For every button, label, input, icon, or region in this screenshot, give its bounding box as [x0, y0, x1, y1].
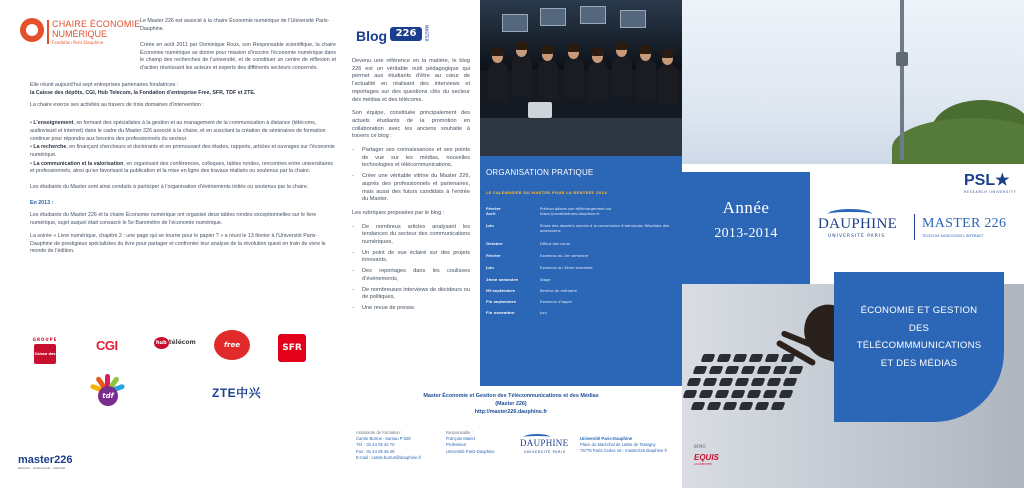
- sfr-logo: SFR: [278, 334, 306, 362]
- calendar-subtitle: LE CALENDRIER DU MASTER POUR LA RENTRÉE 2014: [486, 190, 608, 195]
- tower-photo: [682, 0, 1024, 170]
- list-item: - Un point de vue éclairé sur des projets innovants,: [352, 250, 470, 265]
- program-theme: ÉCONOMIE ET GESTION DES TÉLÉCOMMMUNICATIONS ET DES MÉDIAS: [856, 305, 982, 369]
- blog-goals: [352, 147, 470, 204]
- assistant-contact: Assistante de formation : Carole Burrus - bureau P 629 Tél. : 01 44 05 42 70 Fax : 01 44 05 45 49 E-mail : carole.burrus@dauphine.fr: [356, 430, 421, 460]
- list-item: - Créer une véritable vitrine du Master 226, auprès des professionnels et partenaires, mais aussi des futurs candidats à l’entrée du Master.: [352, 173, 470, 204]
- partners-block: Elle réunit aujourd’hui sept entreprises partenaires fondatrices : la Caisse des dépôts, CGI, Hub Telecom, la Fondation d’entreprise Free, SFR, TDF et ZTE. La chaire exerce ses activités au travers de trois domaines d’intervention : • L’enseignement, en formant des spécialistes à la gestion et au management de la communication à distance (télécoms, audiovisuel et internet) dans le cadre du Master 226 associé à la chaire, et en suscitant la création de séminaires de formation continue pour répondre aux besoins des professionnels du secteur. • La recherche, en finançant chercheurs et doctorants et en promouvant des études, rapports, articles et ouvrages sur l’économie numérique. • La communication et la valorisation, en organisant des conférences, colloques, tables rondes, rencontres entre universitaires et professionnels, ainsi qu’en favorisant la publication et la mise en ligne des travaux réalisés ou soutenus par la chaire. Les étudiants du Master sont ainsi conduits à participer à l’organisation d’événements initiés ou soutenus par la chaire. En 2013 : Les étudiants du Master 226 et la chaire Économie numérique ont organisé deux tables rondes exceptionnelles sur le livre numérique, sujet auquel était consacré le 5e Baromètre de l’économie numérique. La soirée « Livre numérique, chapitre 2 : une page qui se tourne pour le papier ? » a réuni le 13 février à l’Université Paris-Dauphine de prestigieux spécialistes du livre pour partager et confronter leur analyse de la révolution quest en train de vivre le monde de l’édition.: [30, 82, 335, 255]
- list-item: - Une revue de presse.: [352, 305, 470, 313]
- responsable-contact: Responsable : François Mariet Professeur Université Paris-Dauphine: [446, 430, 495, 454]
- psl-logo: PSL★ RESEARCH UNIVERSITY: [964, 172, 1017, 194]
- tdf-logo: tdf: [90, 374, 126, 410]
- organisation-title: ORGANISATION PRATIQUE: [486, 168, 594, 177]
- blog-rubriques: [352, 224, 470, 313]
- master-contact-header: Master Économie et Gestion des Télécommunications et des Médias (Master 226) http://master226.dauphine.fr: [340, 392, 682, 416]
- assistant-email-link[interactable]: E-mail : carole.burrus@dauphine.fr: [356, 454, 421, 460]
- bfmo-equis-logo: BFMO EQUIS ACCREDITED: [694, 444, 719, 466]
- chaire-logo: [20, 18, 141, 48]
- panel-cover: [682, 0, 1024, 488]
- master-url-link[interactable]: http://master226.dauphine.fr: [474, 409, 548, 415]
- chaire-logo-line3: Fondation Paris-Dauphine: [52, 40, 104, 45]
- list-item: - De nombreuses interviews de décideurs ou de politiques,: [352, 287, 470, 302]
- list-item: - Des reportages dans les coulisses d’événements,: [352, 268, 470, 283]
- university-address: Université Paris-Dauphine Place du Maréchal de Lattre de Tassigny 75775 Paris Cedex 16 - master226.dauphine.fr: [580, 436, 668, 454]
- intro-b-head: Créée en août 2011 par Dominique Roux, son Responsable scientifique, la chaire Économie numérique se donne pour mission d’inscrire l’économie numérique dans le champ des recherches de l’université, et de constituer un centre de réflexion et d’action réunissant les acteurs et experts des différents secteurs concernés.: [140, 42, 336, 72]
- organisation-block: ORGANISATION PRATIQUE LE CALENDRIER DU MASTER POUR LA RENTRÉE 2014 Février Avril Préinscriptions par téléchargement sur https://candidatures.dauphine.fr Juin Étude des dossiers soumis à la commission d’admission Résultats des admissions Octobre Début des cours Février Examens du 1er semestre Juin Examens du 2ème semestre 2ème semestre Stage Mi-septembre Remise du mémoire Fin septembre Examens d’appel Fin novembre Jury: [480, 156, 682, 386]
- free-logo: free: [214, 330, 250, 360]
- chaire-logo-line2: NUMÉRIQUE: [52, 29, 108, 39]
- chaire-logo-line1: CHAIRE ÉCONOMIE: [52, 19, 141, 29]
- students-photo: [480, 0, 682, 156]
- partner-logos: [0, 330, 342, 420]
- dauphine-master-logo: DAUPHINE UNIVERSITÉ PARIS MASTER 226 TÉLÉCOM AUDIOVISUEL INTERNET: [818, 210, 1018, 250]
- academic-year: Année 2013-2014: [714, 198, 778, 241]
- list-item: - De nombreux articles analysant les tendances du secteur des communications numériques,: [352, 224, 470, 247]
- dauphine-small-logo: DAUPHINE UNIVERSITÉ PARIS: [520, 436, 580, 458]
- cgi-logo: CGI: [96, 338, 118, 353]
- zte-logo: ZTE中兴: [212, 386, 262, 400]
- panel-chaire: [0, 0, 342, 488]
- caisse-depots-logo: GROUPE Caisse des Dépôts: [32, 337, 58, 376]
- hub-telecom-logo: hub télécom: [154, 337, 196, 349]
- blog226-logo: Blog 226 MASTER: [356, 25, 429, 44]
- chaire-logo-icon: [20, 18, 44, 42]
- master226-footer-logo: master226 télécom · audiovisuel · internet: [18, 454, 73, 470]
- intro-a: Le Master 226 est associé à la chaire Économie numérique de l’Université Paris-Dauphine.: [140, 18, 330, 32]
- list-item: - Partager ses connaissances et ses points de vue sur les médias, nouvelles technologies et télécommunications,: [352, 147, 470, 170]
- blog-text: Devenu une référence en la matière, le blog 226 est un véritable outil pédagogique qui permet aux étudiants d’être au cœur de l’actualité en réalisant des interviews et reportages sur des questions clés du secteur des médias et des télécoms. Son équipe, constituée principalement des actuels étudiants de la promotion en collaboration avec les anciens souhaite à travers ce blog : - Partager ses connaissances et ses points de vue sur les médias, nouvelles technologies et télécommunications, - Créer une véritable vitrine du Master 226, auprès des professionnels et partenaires, mais aussi des futurs candidats à l’entrée du Master. Les rubriques proposées par le blog : - De nombreux articles analysant les tendances du secteur des communications numériques, - Un point de vue éclairé sur des projets innovants, - Des reportages dans les coulisses d’événements, - De nombreuses interviews de décideurs ou de politiques, - Une revue de presse.: [352, 58, 470, 319]
